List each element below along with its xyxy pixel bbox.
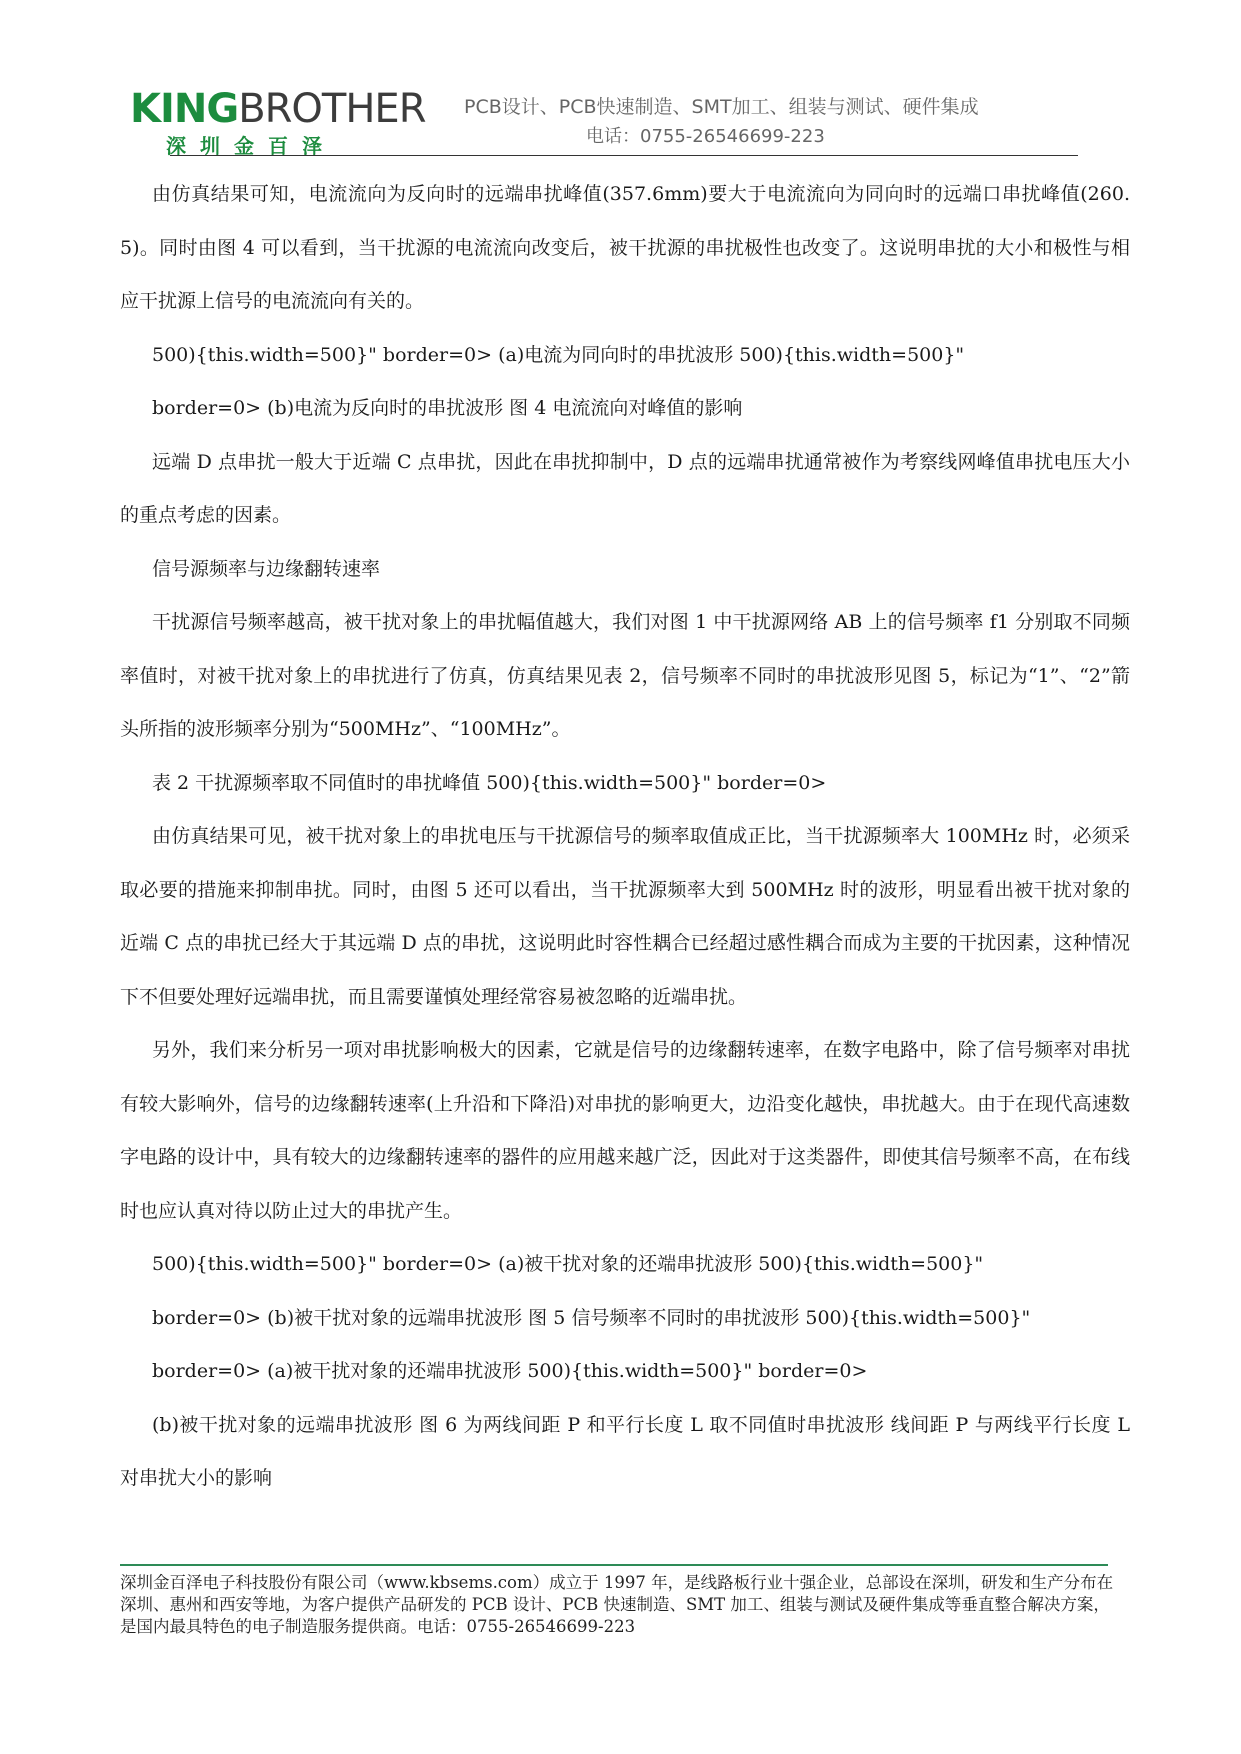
page-footer: 深圳金百泽电子科技股份有限公司（www.kbsems.com）成立于 1997 年，是线路板行业十强企业，总部设在深圳，研发和生产分布在深圳、惠州和西安等地，为客户提供产品研发的 PCB 设计、PCB 快速制造、SMT 加工、组装与测试及硬件集成等垂直整合解决方案，是国内最具特色的电子制造服务提供商。电话：0755-26546699-223 xyxy=(120,1573,1114,1636)
header-tagline: PCB设计、PCB快速制造、SMT加工、组装与测试、硬件集成 xyxy=(464,96,979,118)
paragraph: 由仿真结果可知，电流流向为反向时的远端串扰峰值(357.6mm)要大于电流流向为同向时的远端口串扰峰值(260.5)。同时由图 4 可以看到，当干扰源的电流流向改变后，被干扰源的串扰极性也改变了。这说明串扰的大小和极性与相应干扰源上信号的电流流向有关的。 xyxy=(120,183,1130,312)
paragraph: 另外，我们来分析另一项对串扰影响极大的因素，它就是信号的边缘翻转速率，在数字电路中，除了信号频率对串扰有较大影响外，信号的边缘翻转速率(上升沿和下降沿)对串扰的影响更大，边沿变化越快，串扰越大。由于在现代高速数字电路的设计中，具有较大的边缘翻转速率的器件的应用越来越广泛，因此对于这类器件，即使其信号频率不高，在布线时也应认真对待以防止过大的串扰产生。 xyxy=(120,1039,1130,1222)
page-header xyxy=(130,86,1080,156)
paragraph: 500){this.width=500}" border=0> (a)被干扰对象的还端串扰波形 500){this.width=500}" xyxy=(152,1253,984,1275)
logo-chinese-name: 深圳金百泽 xyxy=(166,134,336,158)
company-logo xyxy=(130,86,426,158)
paragraph: 500){this.width=500}" border=0> (a)电流为同向时的串扰波形 500){this.width=500}" xyxy=(152,343,965,366)
paragraph: border=0> (b)被干扰对象的远端串扰波形 图 5 信号频率不同时的串扰波形 500){this.width=500}" xyxy=(152,1306,1031,1329)
header-divider xyxy=(170,155,1078,156)
paragraph: 干扰源信号频率越高，被干扰对象上的串扰幅值越大，我们对图 1 中干扰源网络 AB 上的信号频率 f1 分别取不同频率值时，对被干扰对象上的串扰进行了仿真，仿真结果见表 2，信号频率不同时的串扰波形见图 5，标记为“1”、“2”箭头所指的波形频率分别为“500MHz”、“100MHz”。 xyxy=(120,611,1130,740)
paragraph: (b)被干扰对象的远端串扰波形 图 6 为两线间距 P 和平行长度 L 取不同值时串扰波形 线间距 P 与两线平行长度 L 对串扰大小的影响 xyxy=(120,1413,1130,1489)
logo-king: KING xyxy=(130,86,239,132)
logo-brother: BROTHER xyxy=(238,86,426,132)
document-body xyxy=(120,168,1130,1506)
logo-wordmark xyxy=(130,86,425,132)
paragraph: border=0> (a)被干扰对象的还端串扰波形 500){this.width=500}" border=0> xyxy=(152,1360,868,1382)
header-phone: 电话：0755-26546699-223 xyxy=(586,126,825,147)
section-heading: 信号源频率与边缘翻转速率 xyxy=(152,557,381,580)
paragraph: border=0> (b)电流为反向时的串扰波形 图 4 电流流向对峰值的影响 xyxy=(152,397,743,419)
paragraph: 由仿真结果可见，被干扰对象上的串扰电压与干扰源信号的频率取值成正比，当干扰源频率大 100MHz 时，必须采取必要的措施来抑制串扰。同时，由图 5 还可以看出，当干扰源频率大到 500MHz 时的波形，明显看出被干扰对象的近端 C 点的串扰已经大于其远端 D 点的串扰，这说明此时容性耦合已经超过感性耦合而成为主要的干扰因素，这种情况下不但要处理好远端串扰，而且需要谨慎处理经常容易被忽略的近端串扰。 xyxy=(120,825,1130,1008)
paragraph: 远端 D 点串扰一般大于近端 C 点串扰，因此在串扰抑制中，D 点的远端串扰通常被作为考察线网峰值串扰电压大小的重点考虑的因素。 xyxy=(120,450,1130,526)
footer-divider xyxy=(120,1564,1108,1566)
table-caption: 表 2 干扰源频率取不同值时的串扰峰值 500){this.width=500}" border=0> xyxy=(152,771,827,794)
